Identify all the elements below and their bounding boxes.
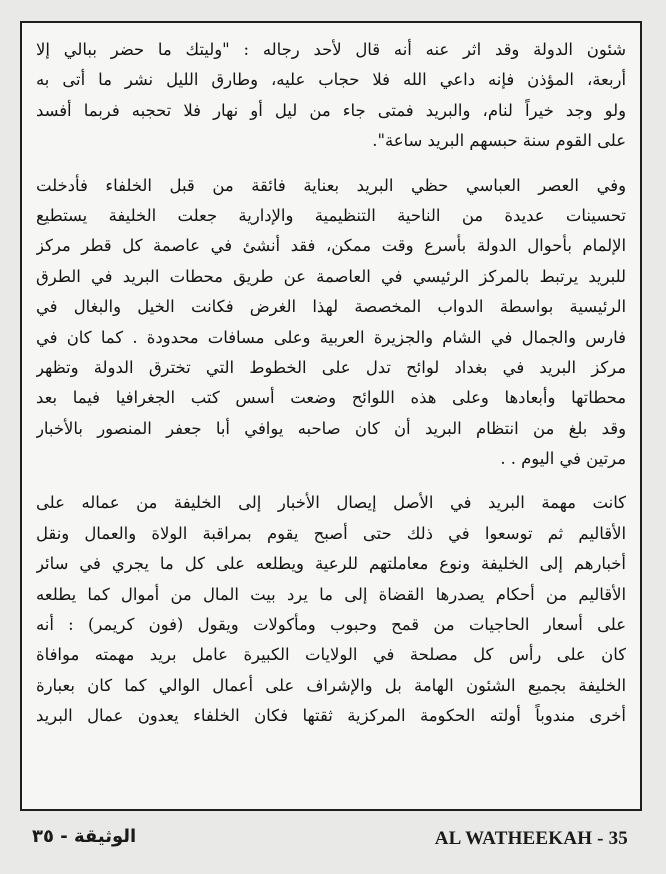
text-line: أخبارهم إلى الخليفة ونوع معاملتهم للرعية ويطلعه على كل ما يجري في سائر xyxy=(36,554,626,574)
page-frame xyxy=(20,21,642,811)
text-line: كانت مهمة البريد في الأصل إيصال الأخبار إلى الخليفة من عماله على xyxy=(36,493,626,513)
text-line: الرئيسية بواسطة الدواب المخصصة لهذا الغرض فكانت الخيل والبغال في xyxy=(36,297,626,317)
text-line: الإلمام بأحوال الدولة بأسرع وقت ممكن، فقد أنشئ في عاصمة كل قطر مركز xyxy=(36,236,626,256)
paragraph-2 xyxy=(36,171,626,475)
text-line: الخليفة بجميع الشئون الهامة بل والإشراف على أعمال الوالي كما كان بعبارة xyxy=(36,675,626,695)
paragraph-1 xyxy=(36,35,626,157)
page-footer xyxy=(0,826,666,856)
text-line: الأقاليم ثم توسعوا في ذلك حتى أصبح يقوم بمراقبة الولاة والعمال ونقل xyxy=(36,523,626,543)
text-line: أربعة، المؤذن فإنه داعي الله فلا حجاب عليه، وطارق الليل نشر ما أتى به xyxy=(36,70,626,90)
text-line: تحسينات عديدة من الناحية التنظيمية والإدارية جعلت الخليفة يستطيع xyxy=(36,205,626,225)
text-line: على القوم سنة حبسهم البريد ساعة". xyxy=(372,131,626,151)
text-line: للبريد يرتبط بالمركز الرئيسي في العاصمة عن طريق محطات البريد في الطرق xyxy=(36,266,626,286)
text-line: الأقاليم من أحكام يصدرها القضاة إلى ما يرد بيت المال من أموال كما يطلعه xyxy=(36,584,626,604)
text-line: على أسعار الحاجيات من قمح وحبوب ومأكولات ويقول (فون كريمر) : أنه xyxy=(36,615,626,635)
footer-arabic-title: الوثيقة - ٣٥ xyxy=(32,826,137,847)
text-line: فارس والجمال في الشام والجزيرة العربية وعلى مسافات محدودة . كما كان في xyxy=(36,327,626,347)
text-line: مرتين في اليوم . . xyxy=(500,449,626,469)
text-line: مركز البريد في بغداد لوائح تدل على الخطوط التي تخترق الدولة وتظهر xyxy=(36,357,626,377)
text-line: شئون الدولة وقد اثر عنه أنه قال لأحد رجاله : "وليتك ما حضر ببالي إلا xyxy=(36,40,626,59)
article-body xyxy=(36,35,626,732)
text-line: محطاتها وأبعادها وعلى هذه اللوائح وضعت أسس كتب الجغرافيا فيما بعد xyxy=(36,388,626,408)
text-line: أخرى مندوباً أولته الحكومة المركزية ثقتها فكان الخلفاء يعدون عمال البريد xyxy=(36,706,626,726)
text-line: وفي العصر العباسي حظي البريد بعناية فائقة من قبل الخلفاء فأدخلت xyxy=(36,175,626,195)
text-line: ولو وجد خيراً لنام، والبريد فمتى جاء من ليل أو نهار فلا تحجبه فربما أفسد xyxy=(36,100,626,120)
paragraph-3 xyxy=(36,488,626,731)
text-line: وقد بلغ من انتظام البريد أن كان صاحبه يوافي أبا جعفر المنصور بالأخبار xyxy=(36,418,626,438)
footer-english-title: AL WATHEEKAH - 35 xyxy=(434,828,628,849)
text-line: كان على رأس كل مصلحة في الولايات الكبيرة عامل بريد مهمته موافاة xyxy=(36,645,626,665)
